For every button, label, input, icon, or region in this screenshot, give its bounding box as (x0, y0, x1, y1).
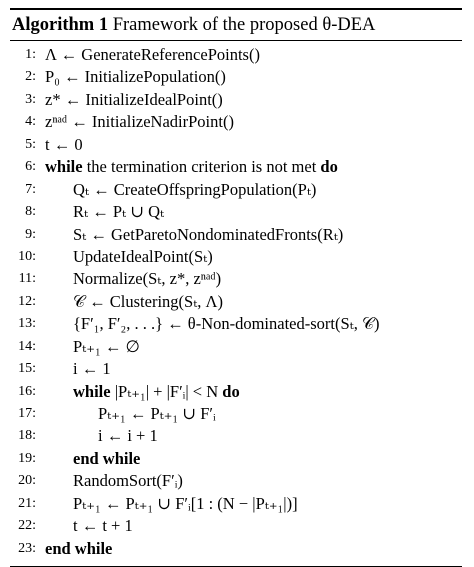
line-code: end while (73, 448, 141, 468)
line-code: end while (45, 538, 113, 558)
line-code: t ← t + 1 (73, 516, 133, 536)
line-code: while |Pₜ₊₁| + |F′ᵢ| < N do (73, 381, 240, 401)
algorithm-box (10, 8, 462, 567)
algorithm-title: Framework of the proposed θ-DEA (112, 15, 376, 35)
line-code: RandomSort(F′ᵢ) (73, 471, 183, 491)
line-number: 17: (18, 406, 36, 421)
line-number: 12: (18, 293, 36, 309)
algorithm-line (10, 268, 462, 290)
line-number: 14: (18, 338, 36, 354)
line-number: 19: (18, 450, 36, 466)
algorithm-line (10, 44, 462, 66)
algorithm-line (10, 425, 462, 447)
line-code: P₀ ← InitializePopulation() (45, 67, 226, 87)
algorithm-line (10, 89, 462, 111)
line-code: {F′₁, F′₂, . . .} ← θ-Non-dominated-sort(Sₜ, 𝒞) (73, 314, 380, 334)
algorithm-line (10, 403, 462, 425)
line-number: 21: (18, 495, 36, 511)
algorithm-line (10, 381, 462, 403)
algorithm-line (10, 448, 462, 470)
line-code: i ← i + 1 (98, 426, 158, 446)
line-number: 2: (25, 69, 36, 85)
line-number: 1: (25, 47, 36, 62)
algorithm-line (10, 134, 462, 156)
algorithm-line (10, 313, 462, 335)
algorithm-lines (10, 41, 462, 566)
line-number: 6: (25, 159, 36, 175)
line-code: Normalize(Sₜ, z*, zⁿᵃᵈ) (73, 269, 222, 289)
algorithm-line (10, 515, 462, 537)
line-number: 18: (18, 428, 36, 444)
line-number: 8: (25, 204, 36, 220)
line-code: Pₜ₊₁ ← ∅ (73, 336, 140, 356)
algorithm-line (10, 156, 462, 178)
algorithm-line (10, 246, 462, 268)
algorithm-line (10, 358, 462, 380)
algorithm-line (10, 493, 462, 515)
line-number: 20: (18, 473, 36, 489)
line-number: 5: (25, 136, 36, 152)
line-code: Pₜ₊₁ ← Pₜ₊₁ ∪ F′ᵢ[1 : (N − |Pₜ₊₁|)] (73, 493, 298, 513)
line-code: Λ ← GenerateReferencePoints() (45, 45, 260, 64)
line-code: i ← 1 (73, 359, 111, 379)
algorithm-line (10, 291, 462, 313)
algorithm-line (10, 336, 462, 358)
line-number: 13: (18, 316, 36, 332)
line-code: Rₜ ← Pₜ ∪ Qₜ (73, 202, 165, 222)
algorithm-header (10, 10, 462, 41)
line-number: 15: (18, 361, 36, 377)
line-number: 16: (18, 383, 36, 399)
algorithm-label: Algorithm 1 (12, 15, 109, 35)
algorithm-line (10, 111, 462, 133)
line-number: 4: (25, 114, 36, 130)
algorithm-line (10, 179, 462, 201)
algorithm-line (10, 201, 462, 223)
line-number: 22: (18, 518, 36, 534)
algorithm-line (10, 538, 462, 560)
line-code: 𝒞 ← Clustering(Sₜ, Λ) (73, 291, 223, 311)
algorithm-line (10, 66, 462, 88)
line-code: Sₜ ← GetParetoNondominatedFronts(Rₜ) (73, 224, 344, 244)
line-code: z* ← InitializeIdealPoint() (45, 89, 223, 109)
line-code: zⁿᵃᵈ ← InitializeNadirPoint() (45, 112, 234, 132)
algorithm-line (10, 224, 462, 246)
line-code: Qₜ ← CreateOffspringPopulation(Pₜ) (73, 179, 317, 199)
line-number: 9: (25, 226, 36, 242)
line-number: 3: (25, 91, 36, 107)
line-number: 10: (18, 248, 36, 264)
line-code: UpdateIdealPoint(Sₜ) (73, 246, 213, 266)
algorithm-line (10, 470, 462, 492)
line-code: t ← 0 (45, 134, 83, 154)
line-number: 7: (25, 181, 36, 197)
line-number: 11: (18, 271, 36, 287)
line-code: Pₜ₊₁ ← Pₜ₊₁ ∪ F′ᵢ (98, 404, 216, 423)
line-code: while the termination criterion is not met do (45, 157, 338, 177)
line-number: 23: (18, 540, 36, 556)
